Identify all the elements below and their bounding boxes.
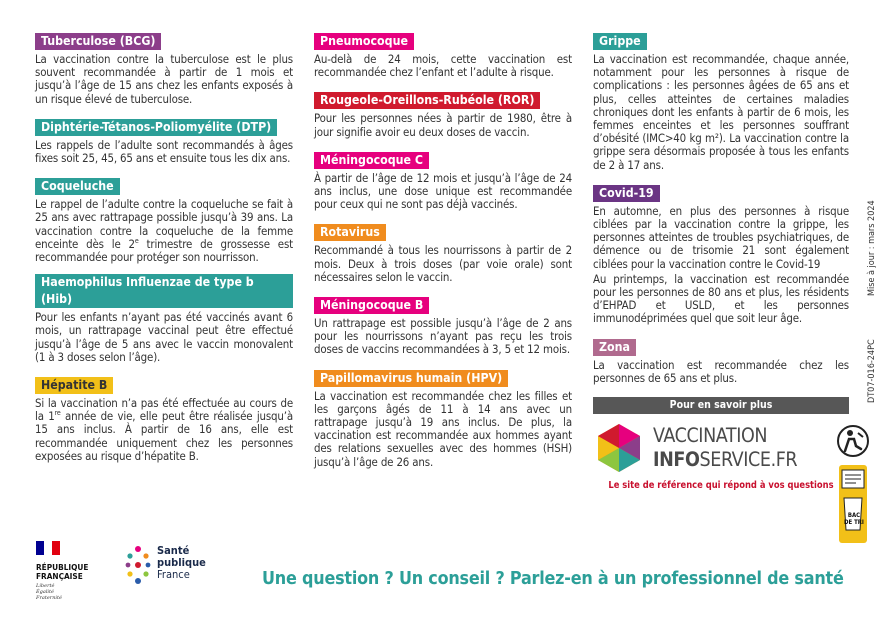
section-rotavirus bbox=[314, 221, 572, 284]
rf-motto-line: Fraternité bbox=[36, 595, 62, 601]
section-text-ror: Pour les personnes nées à partir de 1980, être à jour signifie avoir eu deux doses de vaccin. bbox=[314, 111, 572, 139]
section-text-rota: Recommandé à tous les nourrissons à partir de 2 mois. Deux à trois doses (par voie orale) sont nécessaires selon le vaccin. bbox=[314, 243, 572, 284]
rf-motto bbox=[36, 583, 88, 601]
section-text-dtp: Les rappels de l’adulte sont recommandés à âges fixes soit 25, 45, 65 ans et ensuite tous les dix ans. bbox=[35, 137, 293, 166]
section-text-coqueluche bbox=[35, 198, 293, 264]
section-text-hpv: La vaccination est recommandée chez les filles et les garçons âgés de 11 à 14 ans avec un rattrapage jusqu’à 19 ans inclus. De plus, la vaccination est recommandée aux hommes ayant des relations sexuelles avec des hommes (HSH) jusqu’à l’âge de 26 ans. bbox=[314, 388, 572, 469]
section-text-pneumo: Au-delà de 24 mois, cette vaccination est recommandée chez l’enfant et l’adulte à risque. bbox=[314, 52, 572, 80]
section-text-meningoc: À partir de l’âge de 12 mois et jusqu’à l’âge de 24 ans inclus, une dose unique est recommandée pour ceux qui ne sont pas déjà vaccinés. bbox=[314, 170, 572, 212]
section-text-hepb bbox=[35, 397, 293, 463]
text-superscript: re bbox=[54, 409, 61, 418]
section-title-zona: Zona bbox=[593, 339, 636, 356]
section-hib bbox=[35, 274, 293, 364]
rf-motto-line: Liberté bbox=[36, 583, 55, 589]
section-title-rota: Rotavirus bbox=[314, 224, 386, 241]
text-part: année de vie, elle peut être réalisée jusqu’à 15 ans inclus. À partir de 16 ans, elle est recommandée uniquement chez les personnes exposées au risque d’hépatite B. bbox=[35, 409, 293, 463]
document-code: DT07-016-24PC bbox=[867, 339, 877, 403]
section-grippe bbox=[593, 30, 849, 172]
update-date: Mise à jour : mars 2024 bbox=[867, 200, 877, 296]
section-title-hpv: Papillomavirus humain (HPV) bbox=[314, 370, 508, 387]
rf-title-line: RÉPUBLIQUE bbox=[36, 562, 89, 572]
spf-dots-icon bbox=[125, 545, 151, 585]
section-title-covid: Covid-19 bbox=[593, 185, 660, 202]
section-text-grippe: La vaccination est recommandée, chaque année, notamment pour les personnes à risque de complications : les personnes âgées de 65 ans et plus, celles atteintes de certaines maladies chroniques dont les enfants à partir de 6 mois, les femmes enceintes et les personnes souffrant d’obésité (IMC>40 kg m²). La vaccination contre la grippe sera désormais proposée à tous les enfants de 2 à 17 ans. bbox=[593, 52, 849, 172]
call-to-action: Une question ? Un conseil ? Parlez-en à un professionnel de santé bbox=[262, 568, 844, 589]
rf-title-line: FRANÇAISE bbox=[36, 571, 83, 581]
section-title-hib: Haemophilus Influenzae de type b (Hib) bbox=[35, 274, 293, 308]
section-ror bbox=[314, 89, 572, 138]
more-info-banner: Pour en savoir plus bbox=[593, 397, 849, 414]
vis-wordmark bbox=[653, 424, 797, 472]
section-title-grippe: Grippe bbox=[593, 33, 647, 50]
vaccination-info-service-logo[interactable] bbox=[593, 422, 849, 474]
bac-de-tri-label: BAC DE TRI bbox=[844, 512, 864, 526]
section-title-hepb: Hépatite B bbox=[35, 377, 113, 394]
section-title-bcg: Tuberculose (BCG) bbox=[35, 33, 161, 50]
vis-service: SERVICE.FR bbox=[699, 448, 798, 472]
triman-icon bbox=[836, 424, 870, 458]
section-zona bbox=[593, 336, 849, 385]
spf-word-3: France bbox=[157, 568, 190, 581]
vis-tagline: Le site de référence qui répond à vos questions bbox=[608, 480, 834, 492]
section-text-covid-1: En automne, en plus des personnes à risque ciblées par la vaccination contre la grippe, les personnes atteintes de troubles psychiatriques, de démence ou de trisomie 21 sont également ciblées pour la vaccination contre le Covid-19 bbox=[593, 203, 849, 271]
text-part: Si la vaccination n’a pas été effectuée au cours de la 1 bbox=[35, 396, 293, 424]
section-title-dtp: Diphtérie-Tétanos-Poliomyélite (DTP) bbox=[35, 119, 277, 136]
section-meningocoque-c bbox=[314, 149, 572, 212]
republique-francaise-logo bbox=[36, 540, 88, 601]
section-title-meningoc: Méningocoque C bbox=[314, 152, 429, 169]
marianne-flag-icon bbox=[36, 541, 60, 555]
text-part: Le rappel de l’adulte contre la coqueluche se fait à 25 ans avec rattrapage possible jusqu’à 39 ans. La vaccination contre la coqueluche de la femme enceinte dès le 2 bbox=[35, 197, 293, 251]
spf-wordmark bbox=[157, 545, 206, 581]
column-left bbox=[35, 30, 293, 473]
section-meningocoque-b bbox=[314, 294, 572, 357]
bac-de-tri-icon bbox=[838, 464, 868, 544]
section-title-meningob: Méningocoque B bbox=[314, 297, 429, 314]
section-text-covid-2: Au printemps, la vaccination est recommandée pour les personnes de 80 ans et plus, les résidents d’EHPAD et USLD, et les personnes immunodéprimées quel que soit leur âge. bbox=[593, 271, 849, 326]
section-covid bbox=[593, 182, 849, 326]
section-text-zona: La vaccination est recommandée chez les personnes de 65 ans et plus. bbox=[593, 357, 849, 385]
section-hepatite-b bbox=[35, 374, 293, 463]
rf-title bbox=[36, 563, 88, 581]
column-right bbox=[593, 30, 849, 491]
section-text-bcg: La vaccination contre la tuberculose est le plus souvent recommandée à partir de 1 mois et jusqu’à l’âge de 15 ans chez les enfants exposés à un risque élevé de tuberculose. bbox=[35, 52, 293, 106]
text-part: trimestre de grossesse est recommandée pour protéger son nourrisson. bbox=[35, 236, 294, 265]
section-title-ror: Rougeole-Oreillons-Rubéole (ROR) bbox=[314, 92, 540, 109]
section-text-hib: Pour les enfants n’ayant pas été vaccinés avant 6 mois, un rattrapage vaccinal peut être effectué jusqu’à l’âge de 5 ans avec le vaccin monovalent (1 à 3 doses selon l’âge). bbox=[35, 310, 293, 364]
vis-hexagon-icon bbox=[593, 422, 645, 474]
rf-motto-line: Égalité bbox=[36, 589, 54, 595]
section-coqueluche bbox=[35, 175, 293, 264]
section-title-pneumo: Pneumocoque bbox=[314, 33, 414, 50]
sante-publique-france-logo bbox=[125, 545, 206, 585]
section-pneumocoque bbox=[314, 30, 572, 79]
spf-word-1: Santé bbox=[157, 544, 190, 557]
vis-line-1: VACCINATION bbox=[653, 424, 768, 448]
vis-line-2 bbox=[653, 448, 797, 472]
section-dtp bbox=[35, 116, 293, 165]
vis-info: INFO bbox=[653, 448, 700, 472]
section-hpv bbox=[314, 367, 572, 469]
spf-word-2: publique bbox=[157, 556, 206, 569]
column-middle bbox=[314, 30, 572, 479]
text-superscript: e bbox=[134, 237, 139, 246]
section-text-meningob: Un rattrapage est possible jusqu’à l’âge de 2 ans pour les nourrissons n’ayant pas reçu les trois doses de vaccins recommandées à 3, 5 et 12 mois. bbox=[314, 316, 572, 357]
section-tuberculose bbox=[35, 30, 293, 106]
section-title-coqueluche: Coqueluche bbox=[35, 178, 120, 195]
